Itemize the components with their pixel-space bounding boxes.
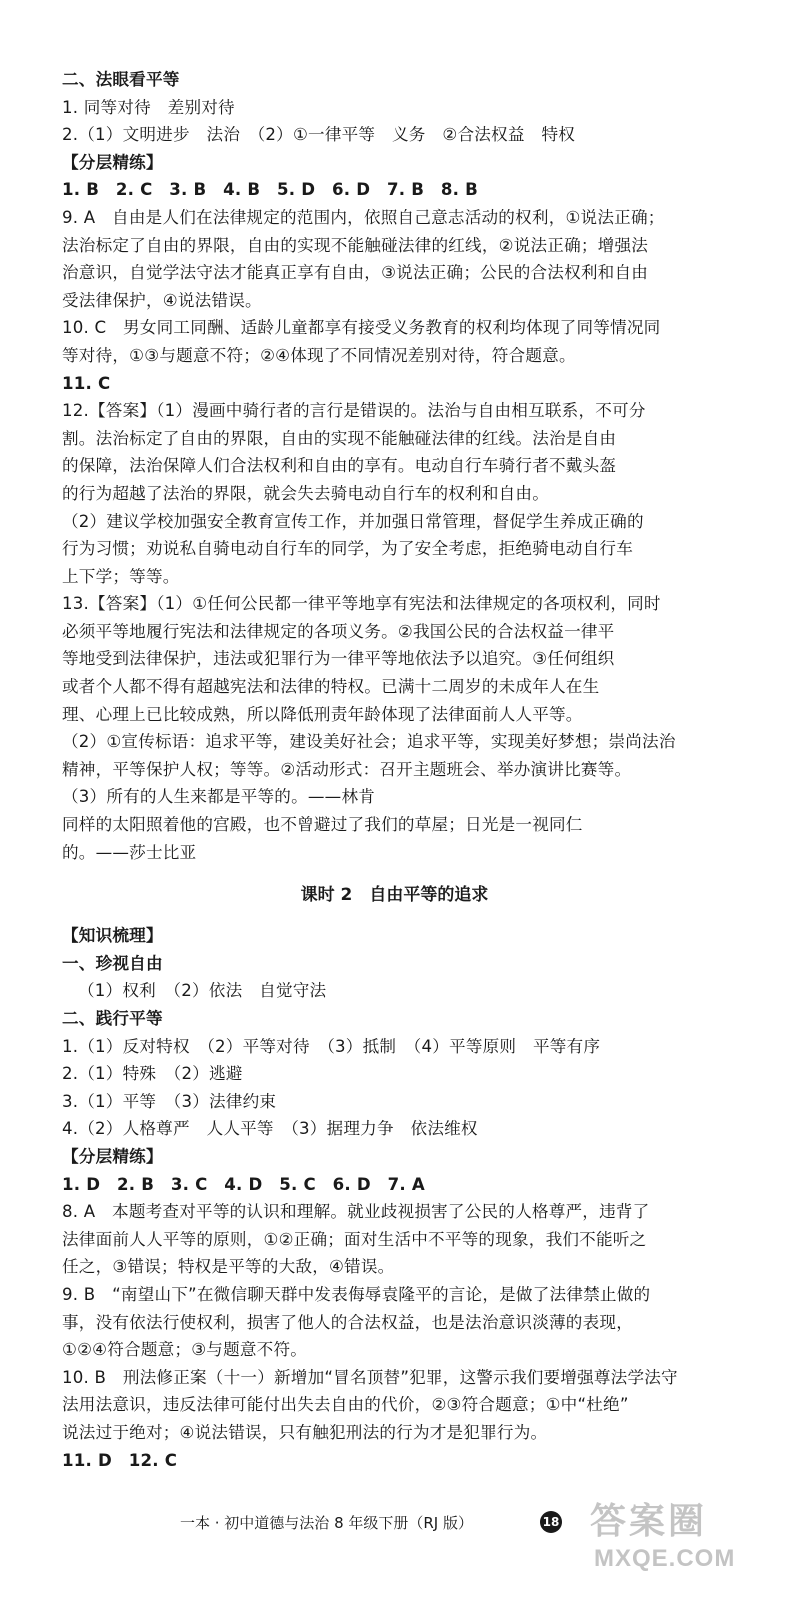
answer-line: 同样的太阳照着他的宫殿，也不曾避过了我们的草屋；日光是一视同仁 [62,815,583,835]
answer-line: 2.（1）文明进步 法治 （2）①一律平等 义务 ②合法权益 特权 [62,125,576,145]
page-number-badge: 18 [540,1511,562,1533]
answer-line: 10. B 刑法修正案（十一）新增加“冒名顶替”犯罪，这警示我们要增强尊法学法守 [62,1367,678,1387]
answer-line: 等对待，①③与题意不符；②④体现了不同情况差别对待，符合题意。 [62,345,576,365]
answer-line: 1. D 2. B 3. C 4. D 5. C 6. D 7. A [62,1174,425,1194]
answer-line: 13.【答案】（1）①任何公民都一律平等地享有宪法和法律规定的各项权利，同时 [62,594,661,614]
answer-line: （2）①宣传标语：追求平等，建设美好社会；追求平等，实现美好梦想；崇尚法治 [62,732,676,752]
answer-line: 1.（1）反对特权 （2）平等对待 （3）抵制 （4）平等原则 平等有序 [62,1036,601,1056]
answer-line: 的保障，法治保障人们合法权利和自由的享有。电动自行车骑行者不戴头盔 [62,456,617,476]
page-footer: 一本 · 初中道德与法治 8 年级下册（RJ 版） [180,1514,473,1532]
answer-line: 割。法治标定了自由的界限，自由的实现不能触碰法律的红线。法治是自由 [62,428,617,448]
section-heading: 二、法眼看平等 [62,70,180,89]
section-heading: 【分层精练】 [62,1146,163,1166]
answer-line: 的。——莎士比亚 [62,842,197,862]
answer-line: 事，没有依法行使权利，损害了他人的合法权益，也是法治意识淡薄的表现， [62,1312,633,1332]
answer-line: 法律面前人人平等的原则，①②正确；面对生活中不平等的现象，我们不能听之 [62,1229,647,1249]
answer-line: 任之，③错误；特权是平等的大敌，④错误。 [62,1257,395,1277]
answer-line: 8. A 本题考查对平等的认识和理解。就业歧视损害了公民的人格尊严，违背了 [62,1202,650,1222]
answer-page [62,66,727,1474]
answer-line: 必须平等地履行宪法和法律规定的各项义务。②我国公民的合法权益一律平 [62,621,615,641]
answer-line: 9. B “南望山下”在微信聊天群中发表侮辱袁隆平的言论，是做了法律禁止做的 [62,1284,651,1304]
answer-line: （1）权利 （2）依法 自觉守法 [78,981,327,1001]
answer-line: 10. C 男女同工同酬、适龄儿童都享有接受义务教育的权利均体现了同等情况同 [62,318,661,338]
answer-line: 11. C [62,373,111,393]
answer-line: 法治标定了自由的界限，自由的实现不能触碰法律的红线，②说法正确；增强法 [62,235,649,255]
section-heading: 【知识梳理】 [62,926,163,946]
answer-line: 11. D 12. C [62,1450,178,1470]
answer-line: 的行为超越了法治的界限，就会失去骑电动自行车的权利和自由。 [62,483,550,503]
section-heading: 一、珍视自由 [62,953,163,973]
answer-line: （3）所有的人生来都是平等的。——林肯 [62,787,376,807]
answer-line: 12.【答案】（1）漫画中骑行者的言行是错误的。法治与自由相互联系，不可分 [62,401,646,421]
section-heading: 【分层精练】 [62,152,163,172]
answer-line: 1. 同等对待 差别对待 [62,97,235,117]
answer-line: 3.（1）平等 （3）法律约束 [62,1091,277,1111]
watermark-logo [590,1498,765,1588]
answer-line: 受法律保护，④说法错误。 [62,290,262,310]
lesson-title: 课时 2 自由平等的追求 [300,885,489,906]
section-heading: 二、践行平等 [62,1009,163,1028]
answer-line: 上下学；等等。 [62,566,180,586]
answer-line: 治意识，自觉学法守法才能真正享有自由，③说法正确；公民的合法权利和自由 [62,263,649,283]
answer-line: 等地受到法律保护，违法或犯罪行为一律平等地依法予以追究。③任何组织 [62,649,615,669]
answer-line: （2）建议学校加强安全教育宣传工作，并加强日常管理，督促学生养成正确的 [62,511,644,531]
answer-line: 或者个人都不得有超越宪法和法律的特权。已满十二周岁的未成年人在生 [62,677,600,697]
answer-line: 2.（1）特殊 （2）逃避 [62,1064,243,1084]
answer-line: 行为习惯；劝说私自骑电动自行车的同学，为了安全考虑，拒绝骑电动自行车 [62,539,633,559]
watermark-text-top: 答案圈 [590,1500,708,1541]
answer-line: 1. B 2. C 3. B 4. B 5. D 6. D 7. B 8. B [62,180,478,200]
answer-line: ①②④符合题意；③与题意不符。 [62,1340,308,1360]
answer-line: 4.（2）人格尊严 人人平等 （3）据理力争 依法维权 [62,1119,478,1139]
answer-line: 精神，平等保护人权；等等。②活动形式：召开主题班会、举办演讲比赛等。 [62,759,632,779]
answer-line: 法用法意识，违反法律可能付出失去自由的代价，②③符合题意；①中“杜绝” [62,1395,629,1415]
answer-line: 9. A 自由是人们在法律规定的范围内，依照自己意志活动的权利，①说法正确； [62,207,665,227]
answer-line: 理、心理上已比较成熟，所以降低刑责年龄体现了法律面前人人平等。 [62,704,583,724]
watermark-text-bottom: MXQE.COM [594,1545,736,1572]
answer-line: 说法过于绝对；④说法错误，只有触犯刑法的行为才是犯罪行为。 [62,1422,548,1442]
